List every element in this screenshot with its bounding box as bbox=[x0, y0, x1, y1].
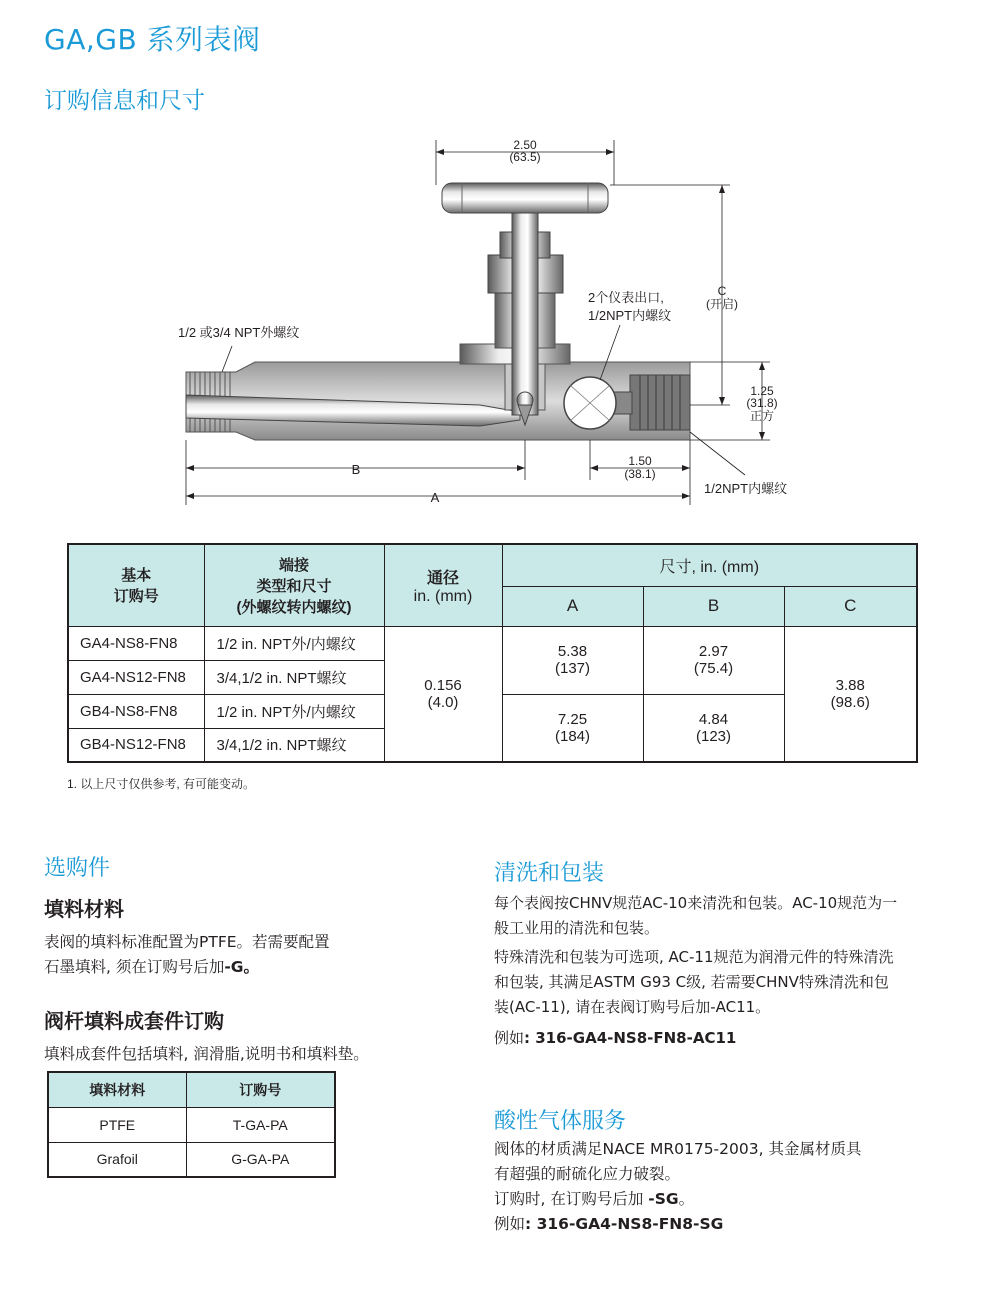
connection-type: 1/2 in. NPT外/内螺纹 bbox=[204, 626, 384, 660]
connection-type: 1/2 in. NPT外/内螺纹 bbox=[204, 694, 384, 728]
cleaning-p2-line1: 特殊清洗和包装为可选项, AC-11规范为润滑元件的特殊清洗 bbox=[494, 948, 894, 966]
sour-gas-line3c: 。 bbox=[678, 1190, 695, 1208]
dim-bottom-mm: (38.1) bbox=[624, 467, 656, 481]
section-title-cleaning: 清洗和包装 bbox=[494, 861, 605, 886]
header-dimensions: 尺寸, in. (mm) bbox=[502, 544, 917, 586]
section-title-sour-gas: 酸性气体服务 bbox=[494, 1109, 627, 1134]
kit-heading: 阀杆填料成套件订购 bbox=[44, 1009, 224, 1033]
header-conn-line1: 端接 bbox=[278, 556, 309, 574]
packing-text-line1: 表阀的填料标准配置为PTFE。若需要配置 bbox=[44, 933, 330, 951]
dim-top-mm: (63.5) bbox=[509, 150, 541, 164]
footnote: 1. 以上尺寸仅供参考, 有可能变动。 bbox=[67, 777, 256, 791]
header-base-line1: 基本 bbox=[121, 567, 152, 585]
packing-text-line2a: 石墨填料, 须在订购号后加 bbox=[44, 958, 225, 976]
sour-gas-suffix: -SG bbox=[648, 1190, 679, 1208]
dim-b-gb-in: 4.84 bbox=[698, 710, 729, 728]
label-gauge-outlets-1: 2个仪表出口, bbox=[588, 290, 664, 305]
sour-gas-line2: 有超强的耐硫化应力破裂。 bbox=[494, 1165, 681, 1183]
packing-kit-table bbox=[47, 1071, 336, 1178]
packing-material-text bbox=[44, 930, 330, 980]
packing-text-line2 bbox=[44, 955, 330, 980]
header-col-c: C bbox=[784, 586, 917, 626]
dim-a-ga bbox=[502, 626, 643, 694]
bore-in: 0.156 bbox=[424, 676, 462, 694]
header-bore-line2: in. (mm) bbox=[413, 587, 473, 605]
ordering-spec-table bbox=[67, 543, 918, 763]
cleaning-example bbox=[494, 1026, 897, 1051]
dim-c-sub: (开启) bbox=[706, 297, 738, 311]
dim-a-gb-in: 7.25 bbox=[557, 710, 588, 728]
header-col-a: A bbox=[502, 586, 643, 626]
dim-a-ga-in: 5.38 bbox=[557, 643, 588, 660]
dim-c-value bbox=[784, 626, 917, 762]
packing-text-suffix: -G。 bbox=[224, 958, 260, 976]
dim-bottom-in: 1.50 bbox=[628, 454, 652, 468]
valve-handle bbox=[442, 183, 608, 213]
header-bore bbox=[384, 544, 502, 626]
header-base-line2: 订购号 bbox=[113, 588, 159, 606]
kit-text: 填料成套件包括填料, 润滑脂,说明书和填料垫。 bbox=[44, 1045, 369, 1063]
dim-c-label: C bbox=[717, 284, 727, 298]
dim-top-in: 2.50 bbox=[513, 138, 537, 152]
header-conn-line2: 类型和尺寸 bbox=[256, 577, 332, 595]
dim-a-ga-mm: (137) bbox=[554, 660, 591, 677]
dim-side-sub: 正方 bbox=[749, 409, 775, 423]
dim-b-gb-mm: (123) bbox=[695, 727, 732, 745]
dim-b-ga-mm: (75.4) bbox=[693, 660, 734, 677]
sour-gas-text bbox=[494, 1137, 861, 1237]
valve-body bbox=[186, 360, 690, 440]
part-number: GA4-NS12-FN8 bbox=[68, 660, 204, 694]
dim-b-ga-in: 2.97 bbox=[698, 643, 729, 660]
example-value: : 316-GA4-NS8-FN8-SG bbox=[525, 1215, 724, 1233]
label-gauge-outlets-2: 1/2NPT内螺纹 bbox=[588, 308, 672, 323]
example-label: 例如 bbox=[494, 1215, 526, 1233]
page-title: GA,GB 系列表阀 bbox=[44, 23, 261, 56]
cleaning-p2-line2: 和包装, 其满足ASTM G93 C级, 若需要CHNV特殊清洗和包 bbox=[494, 973, 889, 991]
dim-c-in: 3.88 bbox=[835, 676, 865, 694]
kit-order-number: T-GA-PA bbox=[186, 1107, 335, 1142]
dim-b: B bbox=[351, 462, 361, 477]
connection-type: 3/4,1/2 in. NPT螺纹 bbox=[204, 728, 384, 762]
kit-material: PTFE bbox=[48, 1107, 186, 1142]
kit-order-number: G-GA-PA bbox=[186, 1142, 335, 1177]
sour-gas-line3 bbox=[494, 1187, 861, 1212]
label-outer-thread: 1/2 或3/4 NPT外螺纹 bbox=[178, 325, 300, 340]
cleaning-text bbox=[494, 891, 897, 1051]
packing-material-heading: 填料材料 bbox=[44, 897, 124, 921]
table-row bbox=[68, 626, 917, 660]
label-inner-thread: 1/2NPT内螺纹 bbox=[704, 481, 788, 496]
cleaning-p2-line3: 装(AC-11), 请在表阀订购号后加-AC11。 bbox=[494, 998, 771, 1016]
dim-c-mm: (98.6) bbox=[830, 693, 870, 711]
dim-side-in: 1.25 bbox=[750, 384, 774, 398]
bore-mm: (4.0) bbox=[427, 693, 459, 711]
bore-value bbox=[384, 626, 502, 762]
sour-gas-example bbox=[494, 1212, 861, 1237]
section-title-ordering: 订购信息和尺寸 bbox=[44, 88, 205, 114]
table-row bbox=[48, 1107, 335, 1142]
dim-b-ga bbox=[643, 626, 784, 694]
dim-a: A bbox=[430, 490, 440, 505]
header-connection bbox=[204, 544, 384, 626]
kit-header-material: 填料材料 bbox=[48, 1072, 186, 1107]
connection-type: 3/4,1/2 in. NPT螺纹 bbox=[204, 660, 384, 694]
example-label: 例如 bbox=[494, 1029, 525, 1047]
header-base-order bbox=[68, 544, 204, 626]
dim-b-gb bbox=[643, 694, 784, 762]
kit-header-order: 订购号 bbox=[186, 1072, 335, 1107]
part-number: GB4-NS12-FN8 bbox=[68, 728, 204, 762]
header-conn-line3: (外螺纹转内螺纹) bbox=[236, 598, 352, 616]
table-row bbox=[48, 1142, 335, 1177]
dim-side-mm: (31.8) bbox=[746, 396, 778, 410]
header-col-b: B bbox=[643, 586, 784, 626]
part-number: GB4-NS8-FN8 bbox=[68, 694, 204, 728]
dim-a-gb-mm: (184) bbox=[554, 727, 591, 745]
dim-a-gb bbox=[502, 694, 643, 762]
valve-dimension-drawing bbox=[170, 130, 830, 520]
kit-material: Grafoil bbox=[48, 1142, 186, 1177]
example-value: : 316-GA4-NS8-FN8-AC11 bbox=[524, 1029, 737, 1047]
sour-gas-line1: 阀体的材质满足NACE MR0175-2003, 其金属材质具 bbox=[494, 1140, 862, 1158]
section-title-options: 选购件 bbox=[44, 856, 111, 881]
part-number: GA4-NS8-FN8 bbox=[68, 626, 204, 660]
header-bore-line1: 通径 bbox=[426, 569, 459, 587]
cleaning-p1-line1: 每个表阀按CHNV规范AC-10来清洗和包装。AC-10规范为一 bbox=[494, 894, 898, 912]
cleaning-p1-line2: 般工业用的清洗和包装。 bbox=[494, 919, 660, 937]
sour-gas-line3a: 订购时, 在订购号后加 bbox=[494, 1190, 649, 1208]
